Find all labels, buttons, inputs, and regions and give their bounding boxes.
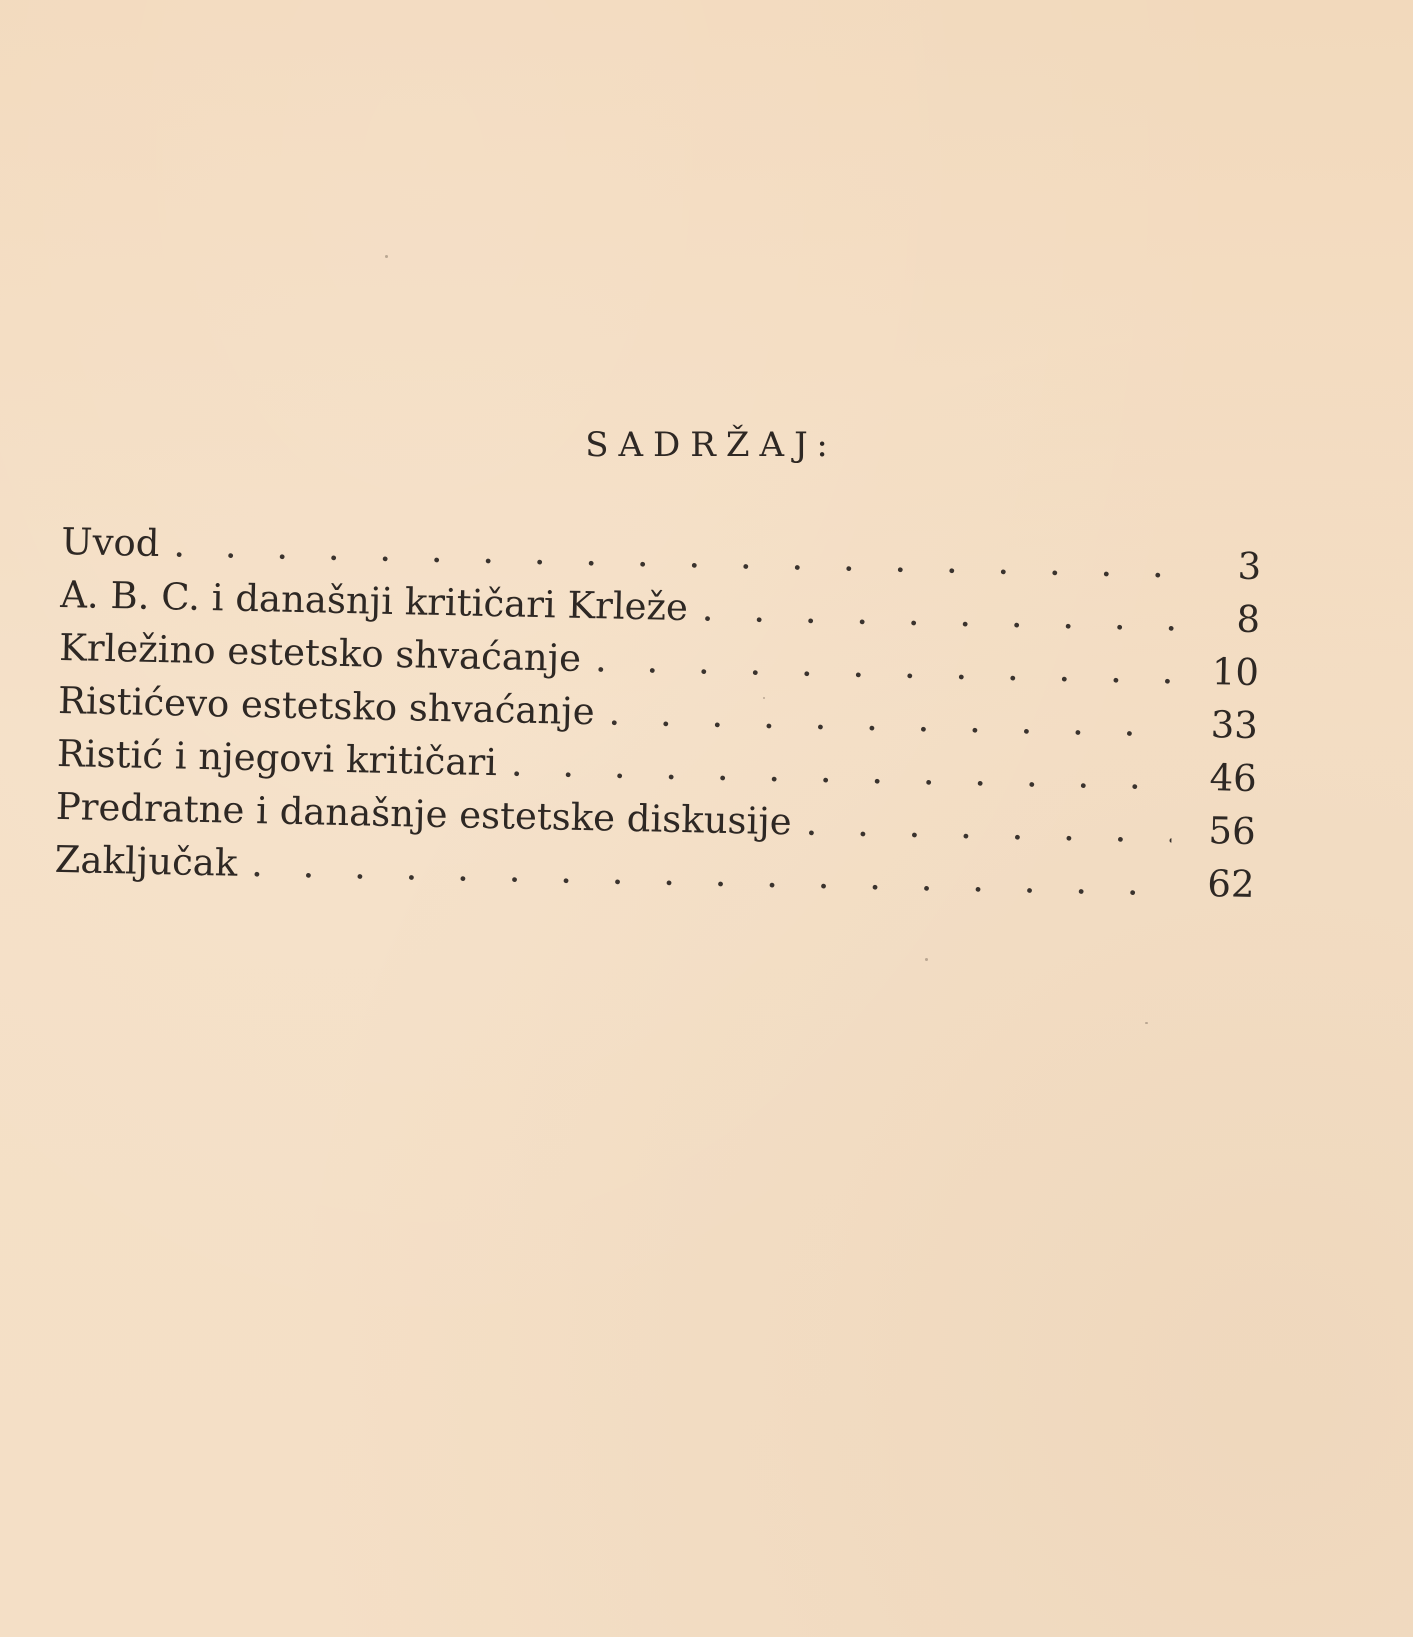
paper-speck [925, 958, 928, 961]
toc-entry-title: Ristić i njegovi kritičari [56, 731, 498, 785]
toc-entry-page: 62 [1206, 862, 1255, 907]
paper-speck [1145, 1022, 1148, 1024]
toc-entry-title: Uvod [60, 519, 160, 566]
toc-entry-page: 8 [1236, 597, 1261, 642]
paper-speck [385, 255, 388, 258]
toc-entry-title: Krležino estetsko shvaćanje [58, 625, 582, 680]
toc-entry-title: A. B. C. i današnji kritičari Krleže [59, 572, 689, 630]
dot-leader [701, 581, 1176, 644]
toc-entry-title: Predratne i današnje estetske diskusije [55, 784, 793, 844]
dot-leader [805, 796, 1172, 857]
toc-entry-page: 33 [1210, 703, 1259, 748]
toc-entry-page: 10 [1211, 650, 1260, 695]
toc-entry-page: 46 [1209, 756, 1258, 801]
toc-entry-title: Zaključak [54, 837, 238, 885]
table-of-contents [54, 515, 1262, 911]
contents-heading: SADRŽAJ: [585, 425, 838, 465]
toc-entry-title: Ristićevo estetsko shvaćanje [57, 678, 596, 734]
toc-entry-page: 56 [1208, 809, 1257, 854]
toc-entry-page: 3 [1237, 544, 1262, 589]
